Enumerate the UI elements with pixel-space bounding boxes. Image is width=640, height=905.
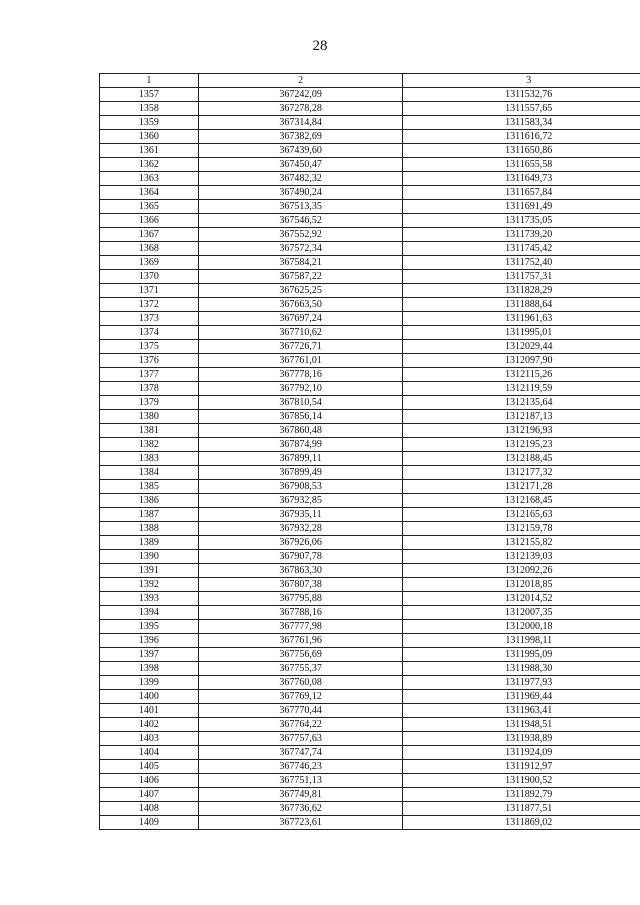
y-coordinate-cell: 1311988,30 [403, 662, 640, 676]
x-coordinate-cell: 367899,49 [198, 466, 403, 480]
x-coordinate-cell: 367757,63 [198, 732, 403, 746]
y-coordinate-cell: 1311948,51 [403, 718, 640, 732]
point-number-cell: 1385 [100, 480, 199, 494]
y-coordinate-cell: 1312029,44 [403, 340, 640, 354]
y-coordinate-cell: 1312139,03 [403, 550, 640, 564]
point-number-cell: 1360 [100, 130, 199, 144]
x-coordinate-cell: 367874,99 [198, 438, 403, 452]
x-coordinate-cell: 367278,28 [198, 102, 403, 116]
y-coordinate-cell: 1311938,89 [403, 732, 640, 746]
y-coordinate-cell: 1311995,01 [403, 326, 640, 340]
y-coordinate-cell: 1311739,20 [403, 228, 640, 242]
point-number-cell: 1407 [100, 788, 199, 802]
point-number-cell: 1392 [100, 578, 199, 592]
x-coordinate-cell: 367856,14 [198, 410, 403, 424]
table-row [100, 620, 640, 634]
point-number-cell: 1381 [100, 424, 199, 438]
y-coordinate-cell: 1311583,34 [403, 116, 640, 130]
x-coordinate-cell: 367810,54 [198, 396, 403, 410]
point-number-cell: 1362 [100, 158, 199, 172]
x-coordinate-cell: 367747,74 [198, 746, 403, 760]
x-coordinate-cell: 367932,85 [198, 494, 403, 508]
y-coordinate-cell: 1311969,44 [403, 690, 640, 704]
table-row [100, 228, 640, 242]
point-number-cell: 1367 [100, 228, 199, 242]
point-number-cell: 1365 [100, 200, 199, 214]
table-row [100, 354, 640, 368]
table-row [100, 592, 640, 606]
table-row [100, 88, 640, 102]
table-row [100, 494, 640, 508]
table-row [100, 774, 640, 788]
point-number-cell: 1398 [100, 662, 199, 676]
table-row [100, 690, 640, 704]
column-header-1: 1 [100, 74, 199, 88]
x-coordinate-cell: 367723,61 [198, 816, 403, 830]
y-coordinate-cell: 1311892,79 [403, 788, 640, 802]
table-row [100, 172, 640, 186]
y-coordinate-cell: 1312115,26 [403, 368, 640, 382]
point-number-cell: 1408 [100, 802, 199, 816]
point-number-cell: 1383 [100, 452, 199, 466]
x-coordinate-cell: 367795,88 [198, 592, 403, 606]
table-row [100, 438, 640, 452]
x-coordinate-cell: 367450,47 [198, 158, 403, 172]
point-number-cell: 1406 [100, 774, 199, 788]
y-coordinate-cell: 1311998,11 [403, 634, 640, 648]
table-row [100, 746, 640, 760]
y-coordinate-cell: 1311532,76 [403, 88, 640, 102]
x-coordinate-cell: 367242,09 [198, 88, 403, 102]
x-coordinate-cell: 367932,28 [198, 522, 403, 536]
x-coordinate-cell: 367513,35 [198, 200, 403, 214]
y-coordinate-cell: 1311757,31 [403, 270, 640, 284]
y-coordinate-cell: 1311912,97 [403, 760, 640, 774]
point-number-cell: 1368 [100, 242, 199, 256]
x-coordinate-cell: 367749,81 [198, 788, 403, 802]
point-number-cell: 1374 [100, 326, 199, 340]
x-coordinate-cell: 367935,11 [198, 508, 403, 522]
x-coordinate-cell: 367764,22 [198, 718, 403, 732]
table-row [100, 130, 640, 144]
x-coordinate-cell: 367663,50 [198, 298, 403, 312]
point-number-cell: 1377 [100, 368, 199, 382]
y-coordinate-cell: 1312165,63 [403, 508, 640, 522]
point-number-cell: 1379 [100, 396, 199, 410]
y-coordinate-cell: 1312171,28 [403, 480, 640, 494]
y-coordinate-cell: 1312188,45 [403, 452, 640, 466]
point-number-cell: 1386 [100, 494, 199, 508]
point-number-cell: 1404 [100, 746, 199, 760]
point-number-cell: 1359 [100, 116, 199, 130]
coordinates-table [99, 73, 640, 830]
x-coordinate-cell: 367863,30 [198, 564, 403, 578]
table-row [100, 704, 640, 718]
point-number-cell: 1363 [100, 172, 199, 186]
point-number-cell: 1396 [100, 634, 199, 648]
y-coordinate-cell: 1311650,86 [403, 144, 640, 158]
y-coordinate-cell: 1311924,09 [403, 746, 640, 760]
point-number-cell: 1369 [100, 256, 199, 270]
y-coordinate-cell: 1311828,29 [403, 284, 640, 298]
table-row [100, 816, 640, 830]
x-coordinate-cell: 367587,22 [198, 270, 403, 284]
table-row [100, 522, 640, 536]
point-number-cell: 1357 [100, 88, 199, 102]
y-coordinate-cell: 1311888,64 [403, 298, 640, 312]
y-coordinate-cell: 1311752,40 [403, 256, 640, 270]
point-number-cell: 1373 [100, 312, 199, 326]
table-header-row [100, 74, 640, 88]
point-number-cell: 1366 [100, 214, 199, 228]
table-row [100, 326, 640, 340]
x-coordinate-cell: 367760,08 [198, 676, 403, 690]
y-coordinate-cell: 1311649,73 [403, 172, 640, 186]
table-row [100, 718, 640, 732]
y-coordinate-cell: 1312196,93 [403, 424, 640, 438]
x-coordinate-cell: 367736,62 [198, 802, 403, 816]
table-row [100, 410, 640, 424]
table-row [100, 732, 640, 746]
table-row [100, 186, 640, 200]
table-row [100, 396, 640, 410]
x-coordinate-cell: 367907,78 [198, 550, 403, 564]
point-number-cell: 1390 [100, 550, 199, 564]
table-row [100, 340, 640, 354]
point-number-cell: 1364 [100, 186, 199, 200]
y-coordinate-cell: 1311877,51 [403, 802, 640, 816]
table-row [100, 564, 640, 578]
y-coordinate-cell: 1311735,05 [403, 214, 640, 228]
y-coordinate-cell: 1312119,59 [403, 382, 640, 396]
table-row [100, 634, 640, 648]
table-row [100, 480, 640, 494]
y-coordinate-cell: 1311691,49 [403, 200, 640, 214]
table-row [100, 536, 640, 550]
page-number: 28 [312, 38, 328, 54]
x-coordinate-cell: 367761,96 [198, 634, 403, 648]
point-number-cell: 1393 [100, 592, 199, 606]
point-number-cell: 1402 [100, 718, 199, 732]
table-row [100, 788, 640, 802]
point-number-cell: 1397 [100, 648, 199, 662]
y-coordinate-cell: 1312195,23 [403, 438, 640, 452]
point-number-cell: 1358 [100, 102, 199, 116]
x-coordinate-cell: 367482,32 [198, 172, 403, 186]
x-coordinate-cell: 367572,34 [198, 242, 403, 256]
table-row [100, 270, 640, 284]
point-number-cell: 1399 [100, 676, 199, 690]
x-coordinate-cell: 367726,71 [198, 340, 403, 354]
y-coordinate-cell: 1311745,42 [403, 242, 640, 256]
y-coordinate-cell: 1312155,82 [403, 536, 640, 550]
y-coordinate-cell: 1311557,65 [403, 102, 640, 116]
table-row [100, 200, 640, 214]
x-coordinate-cell: 367314,84 [198, 116, 403, 130]
point-number-cell: 1371 [100, 284, 199, 298]
table-row [100, 214, 640, 228]
x-coordinate-cell: 367755,37 [198, 662, 403, 676]
x-coordinate-cell: 367860,48 [198, 424, 403, 438]
table-row [100, 676, 640, 690]
y-coordinate-cell: 1311869,02 [403, 816, 640, 830]
x-coordinate-cell: 367546,52 [198, 214, 403, 228]
table-row [100, 158, 640, 172]
point-number-cell: 1382 [100, 438, 199, 452]
point-number-cell: 1376 [100, 354, 199, 368]
table-row [100, 550, 640, 564]
y-coordinate-cell: 1312000,18 [403, 620, 640, 634]
table-row [100, 648, 640, 662]
point-number-cell: 1361 [100, 144, 199, 158]
x-coordinate-cell: 367751,13 [198, 774, 403, 788]
point-number-cell: 1387 [100, 508, 199, 522]
y-coordinate-cell: 1311900,52 [403, 774, 640, 788]
x-coordinate-cell: 367584,21 [198, 256, 403, 270]
point-number-cell: 1405 [100, 760, 199, 774]
x-coordinate-cell: 367761,01 [198, 354, 403, 368]
point-number-cell: 1409 [100, 816, 199, 830]
table-row [100, 452, 640, 466]
y-coordinate-cell: 1311616,72 [403, 130, 640, 144]
point-number-cell: 1389 [100, 536, 199, 550]
x-coordinate-cell: 367552,92 [198, 228, 403, 242]
table-row [100, 662, 640, 676]
y-coordinate-cell: 1311963,41 [403, 704, 640, 718]
point-number-cell: 1378 [100, 382, 199, 396]
table-row [100, 312, 640, 326]
y-coordinate-cell: 1311977,93 [403, 676, 640, 690]
table-row [100, 284, 640, 298]
x-coordinate-cell: 367710,62 [198, 326, 403, 340]
y-coordinate-cell: 1311995,09 [403, 648, 640, 662]
y-coordinate-cell: 1312159,78 [403, 522, 640, 536]
y-coordinate-cell: 1312018,85 [403, 578, 640, 592]
y-coordinate-cell: 1312097,90 [403, 354, 640, 368]
table-row [100, 382, 640, 396]
table-row [100, 242, 640, 256]
table-row [100, 508, 640, 522]
table-row [100, 298, 640, 312]
x-coordinate-cell: 367769,12 [198, 690, 403, 704]
table-row [100, 466, 640, 480]
table-row [100, 424, 640, 438]
point-number-cell: 1370 [100, 270, 199, 284]
y-coordinate-cell: 1311657,84 [403, 186, 640, 200]
column-header-3: 3 [403, 74, 640, 88]
x-coordinate-cell: 367792,10 [198, 382, 403, 396]
point-number-cell: 1394 [100, 606, 199, 620]
column-header-2: 2 [198, 74, 403, 88]
table-row [100, 606, 640, 620]
x-coordinate-cell: 367697,24 [198, 312, 403, 326]
x-coordinate-cell: 367625,25 [198, 284, 403, 298]
table-row [100, 368, 640, 382]
y-coordinate-cell: 1312135,64 [403, 396, 640, 410]
y-coordinate-cell: 1312187,13 [403, 410, 640, 424]
y-coordinate-cell: 1312092,26 [403, 564, 640, 578]
table-row [100, 116, 640, 130]
point-number-cell: 1395 [100, 620, 199, 634]
y-coordinate-cell: 1311655,58 [403, 158, 640, 172]
x-coordinate-cell: 367807,38 [198, 578, 403, 592]
x-coordinate-cell: 367788,16 [198, 606, 403, 620]
y-coordinate-cell: 1312168,45 [403, 494, 640, 508]
y-coordinate-cell: 1312007,35 [403, 606, 640, 620]
y-coordinate-cell: 1311961,63 [403, 312, 640, 326]
x-coordinate-cell: 367746,23 [198, 760, 403, 774]
table-row [100, 102, 640, 116]
point-number-cell: 1388 [100, 522, 199, 536]
point-number-cell: 1375 [100, 340, 199, 354]
x-coordinate-cell: 367382,69 [198, 130, 403, 144]
point-number-cell: 1401 [100, 704, 199, 718]
y-coordinate-cell: 1312014,52 [403, 592, 640, 606]
table-row [100, 802, 640, 816]
table-body [100, 88, 640, 830]
point-number-cell: 1380 [100, 410, 199, 424]
point-number-cell: 1400 [100, 690, 199, 704]
point-number-cell: 1403 [100, 732, 199, 746]
x-coordinate-cell: 367439,60 [198, 144, 403, 158]
table-row [100, 760, 640, 774]
x-coordinate-cell: 367899,11 [198, 452, 403, 466]
x-coordinate-cell: 367777,98 [198, 620, 403, 634]
x-coordinate-cell: 367770,44 [198, 704, 403, 718]
table-row [100, 256, 640, 270]
point-number-cell: 1391 [100, 564, 199, 578]
x-coordinate-cell: 367778,16 [198, 368, 403, 382]
x-coordinate-cell: 367756,69 [198, 648, 403, 662]
x-coordinate-cell: 367908,53 [198, 480, 403, 494]
point-number-cell: 1372 [100, 298, 199, 312]
table-row [100, 144, 640, 158]
y-coordinate-cell: 1312177,32 [403, 466, 640, 480]
table-row [100, 578, 640, 592]
x-coordinate-cell: 367926,06 [198, 536, 403, 550]
point-number-cell: 1384 [100, 466, 199, 480]
x-coordinate-cell: 367490,24 [198, 186, 403, 200]
